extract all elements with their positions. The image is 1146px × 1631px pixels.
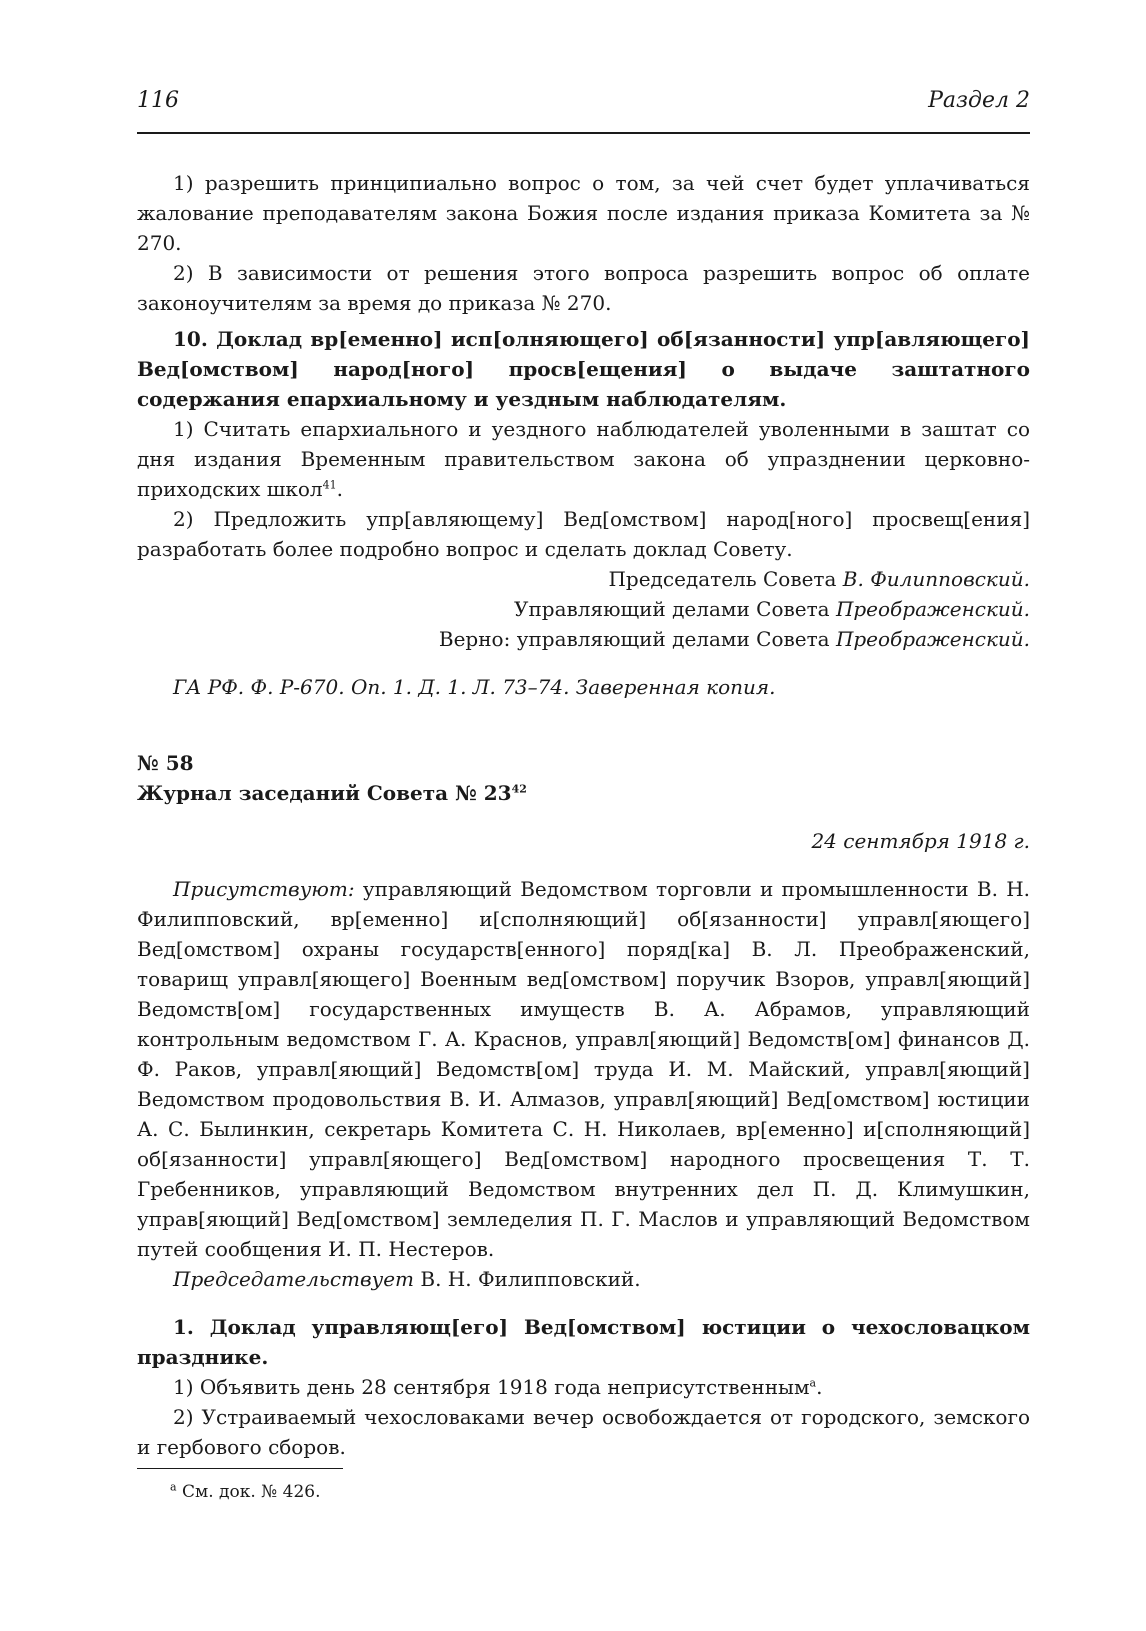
chair-label: Председательствует <box>173 1267 415 1291</box>
document-title-text: Журнал заседаний Совета № 23 <box>137 781 512 805</box>
paragraph-item-9-1: 1) разрешить принципиально вопрос о том, за чей счет будет уплачиваться жалование преподавателям закона Божия после издания приказа Комитета за № 270. <box>137 171 1030 255</box>
signature-name: Преображенский. <box>835 627 1030 651</box>
archive-reference: ГА РФ. Ф. Р-670. Оп. 1. Д. 1. Л. 73–74. Заверенная копия. <box>173 675 776 699</box>
footnote-ref-42: 42 <box>511 782 527 796</box>
document-date: 24 сентября 1918 г. <box>811 829 1030 853</box>
signature-label: Председатель Совета <box>608 567 843 591</box>
signature-label: Верно: управляющий делами Совета <box>438 627 836 651</box>
attendees-list: управляющий Ведомством торговли и промышленности В. Н. Филипповский, вр[еменно] и[сполняющий] об[язанности] управл[яющего] Вед[омством] охраны государств[енного] поряд[ка] В. Л. Преображенский, товарищ управл[яющего] Военным вед[омством] поручик Взоров, управл[яющий] Ведомств[ом] государственных имуществ В. А. Абрамов, управляющий контрольным ведомством Г. А. Краснов, управл[яющий] Ведомств[ом] финансов Д. Ф. Раков, управл[яющий] Ведомств[ом] труда И. М. Майский, управл[яющий] Ведомством продовольствия В. И. Алмазов, управл[яющий] Вед[омством] юстиции А. С. Былинкин, секретарь Комитета С. Н. Николаев, вр[еменно] и[сполняющий] об[язанности] управл[яющего] Вед[омством] народного просвещения Т. Т. Гребенников, управляющий Ведомством внутренних дел П. Д. Климушкин, управ[яющий] Вед[омством] земледелия П. Г. Маслов и управляющий Ведомством путей сообщения И. П. Нестеров. <box>137 877 1030 1261</box>
item-10-heading: 10. Доклад вр[еменно] исп[олняющего] об[язанности] упр[авляющего] Вед[омством] народ[ного] просв[ещения] о выдаче заштатного содержания епархиальному и уездным наблюдателям. <box>137 327 1030 411</box>
footnote-ref-a: а <box>809 1376 817 1390</box>
section-title: Раздел 2 <box>928 88 1030 113</box>
paragraph-item-10-1-text: 1) Считать епархиального и уездного наблюдателей уволенными в заштат со дня издания Временным правительством закона об упразднении церковно-приходских школ <box>137 417 1030 501</box>
page-number: 116 <box>137 88 179 113</box>
document-title <box>137 778 1030 808</box>
footnote-mark: а <box>170 1480 177 1494</box>
chair-name: В. Н. Филипповский. <box>414 1267 641 1291</box>
paragraph-item-1-1 <box>137 1372 1030 1402</box>
chair-paragraph <box>137 1264 1030 1294</box>
page-body <box>137 168 1030 1462</box>
item-1-heading: 1. Доклад управляющ[его] Вед[омством] юстиции о чехословацком празднике. <box>137 1315 1030 1369</box>
footnote-ref-41: 41 <box>322 478 337 492</box>
footnote-divider <box>137 1468 343 1469</box>
signature-chairman <box>137 564 1030 594</box>
paragraph-item-1-1-text: 1) Объявить день 28 сентября 1918 года неприсутственным <box>173 1375 810 1399</box>
signature-name: Преображенский. <box>835 597 1030 621</box>
signature-label: Управляющий делами Совета <box>514 597 836 621</box>
paragraph-item-9-2: 2) В зависимости от решения этого вопроса разрешить вопрос об оплате законоучителям за время до приказа № 270. <box>137 261 1030 315</box>
footnote <box>170 1480 320 1504</box>
paragraph-item-1-2: 2) Устраиваемый чехословаками вечер освобождается от городского, земского и гербового сборов. <box>137 1405 1030 1459</box>
attendees-paragraph <box>137 874 1030 1264</box>
document-number: № 58 <box>137 751 194 775</box>
period: . <box>336 477 343 501</box>
paragraph-item-10-2: 2) Предложить упр[авляющему] Вед[омством] народ[ного] просвещ[ения] разработать более подробно вопрос и сделать доклад Совету. <box>137 507 1030 561</box>
footnote-text: См. док. № 426. <box>176 1482 321 1502</box>
attendees-label: Присутствуют: <box>173 877 355 901</box>
signature-name: В. Филипповский. <box>842 567 1030 591</box>
signature-manager <box>137 594 1030 624</box>
paragraph-item-10-1 <box>137 414 1030 504</box>
period: . <box>816 1375 823 1399</box>
signature-certified <box>137 624 1030 654</box>
running-header <box>137 88 1030 134</box>
